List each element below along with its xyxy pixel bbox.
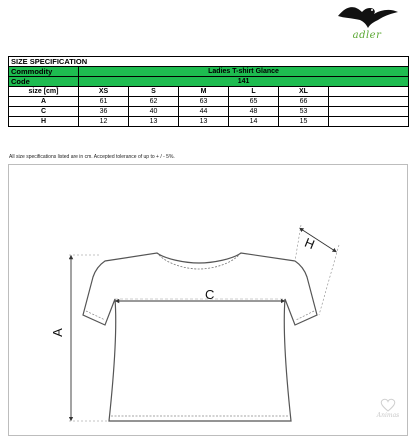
table-cell: 61: [79, 97, 129, 107]
table-cell: 62: [129, 97, 179, 107]
table-row: [9, 107, 409, 117]
code-value: 141: [79, 77, 409, 87]
table-cell: 65: [229, 97, 279, 107]
size-header-m: M: [179, 87, 229, 97]
code-row: [9, 77, 409, 87]
table-cell: 53: [279, 107, 329, 117]
tolerance-note: All size specifications listed are in cm. Accepted tolerance of up to + / - 5%.: [9, 154, 175, 160]
table-cell: 36: [79, 107, 129, 117]
table-row: [9, 97, 409, 107]
empty-cell: [329, 97, 409, 107]
eagle-logo-icon: [334, 2, 400, 48]
table-cell: 13: [129, 117, 179, 127]
commodity-label: Commodity: [9, 67, 79, 77]
commodity-value: Ladies T-shirt Glance: [79, 67, 409, 77]
table-cell: 63: [179, 97, 229, 107]
size-header-l: L: [229, 87, 279, 97]
table-cell: 15: [279, 117, 329, 127]
table-title-row: [9, 57, 409, 67]
table-cell: 12: [79, 117, 129, 127]
empty-cell: [329, 117, 409, 127]
table-cell: 14: [229, 117, 279, 127]
table-row: [9, 117, 409, 127]
table-cell: 44: [179, 107, 229, 117]
label-a: A: [49, 328, 65, 337]
tshirt-outline: [83, 253, 317, 421]
brand-name: adler: [352, 30, 382, 41]
label-c: C: [205, 287, 215, 302]
table-title: SIZE SPECIFICATION: [9, 57, 409, 67]
row-label: A: [9, 97, 79, 107]
empty-cell: [329, 107, 409, 117]
table-cell: 40: [129, 107, 179, 117]
size-header-row: [9, 87, 409, 97]
label-h: H: [302, 234, 317, 253]
size-header-s: S: [129, 87, 179, 97]
table-cell: 66: [279, 97, 329, 107]
empty-cell: [329, 87, 409, 97]
code-label: Code: [9, 77, 79, 87]
size-header-xl: XL: [279, 87, 329, 97]
row-label: C: [9, 107, 79, 117]
tshirt-diagram: [8, 164, 408, 436]
commodity-row: [9, 67, 409, 77]
table-cell: 48: [229, 107, 279, 117]
size-specification-table: [8, 56, 409, 127]
watermark-text: Animas: [376, 412, 400, 419]
size-header-xs: XS: [79, 87, 129, 97]
size-header-label: size [cm]: [9, 87, 79, 97]
row-label: H: [9, 117, 79, 127]
table-cell: 13: [179, 117, 229, 127]
